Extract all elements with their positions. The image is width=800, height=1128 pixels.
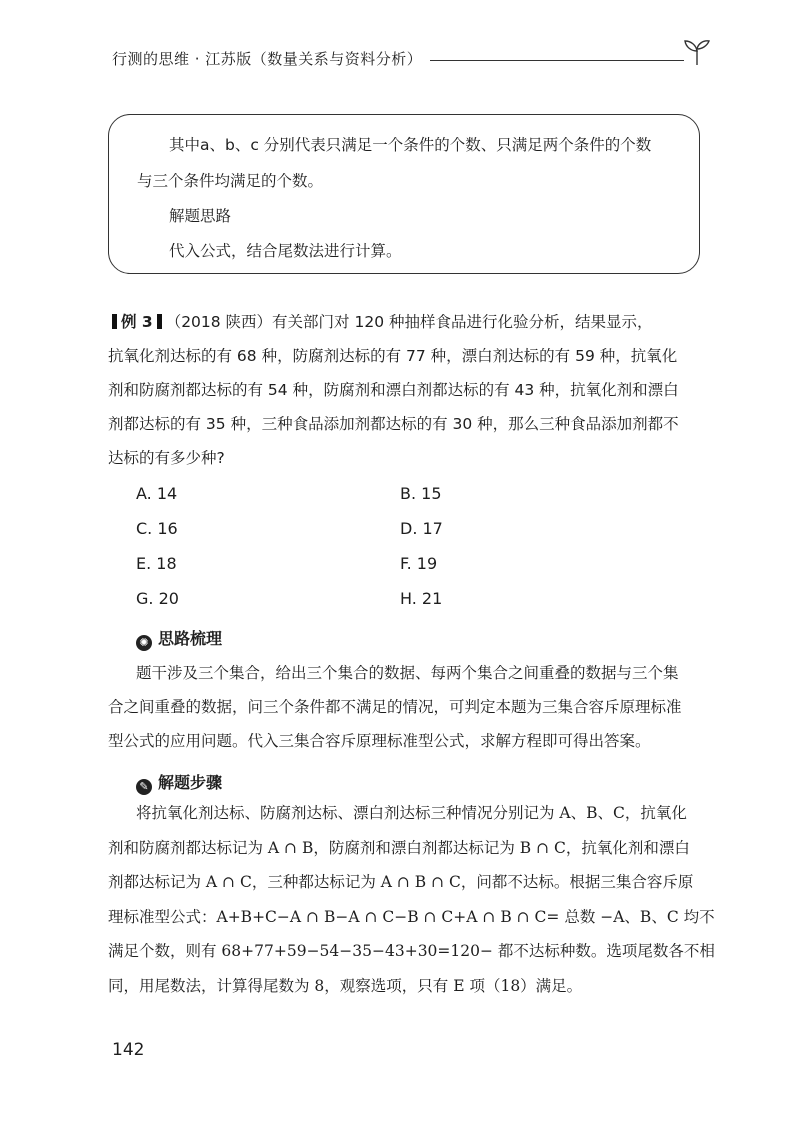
steps-heading — [136, 770, 222, 795]
steps-line-6: 同，用尾数法，计算得尾数为 8，观察选项，只有 E 项（18）满足。 — [108, 976, 583, 995]
question-line-5: 达标的有多少种? — [108, 449, 225, 467]
analysis-line-3: 型公式的应用问题。代入三集合容斥原理标准型公式，求解方程即可得出答案。 — [108, 732, 651, 750]
box-line-1: 其中a、b、c 分别代表只满足一个条件的个数、只满足两个条件的个数 — [169, 136, 652, 154]
option-f: F. 19 — [400, 554, 438, 573]
bar-right — [157, 314, 162, 329]
page-number: 142 — [112, 1040, 145, 1060]
analysis-line-1: 题干涉及三个集合，给出三个集合的数据、每两个集合之间重叠的数据与三个集 — [136, 664, 679, 682]
question-line-3: 剂和防腐剂都达标的有 54 种，防腐剂和漂白剂都达标的有 43 种，抗氧化剂和漂白 — [108, 381, 679, 399]
box-line-2: 与三个条件均满足的个数。 — [137, 172, 324, 190]
steps-paragraph — [108, 796, 715, 1003]
option-e: E. 18 — [136, 554, 177, 573]
steps-line-1: 将抗氧化剂达标、防腐剂达标、漂白剂达标三种情况分别记为 A、B、C，抗氧化 — [136, 804, 687, 822]
header-title: 行测的思维 · 江苏版（数量关系与资料分析） — [112, 50, 423, 68]
question-line-1: （2018 陕西）有关部门对 120 种抽样食品进行化验分析，结果显示， — [165, 313, 653, 331]
bar-left — [112, 314, 117, 329]
question-line-4: 剂都达标的有 35 种，三种食品添加剂都达标的有 30 种，那么三种食品添加剂都不 — [108, 415, 679, 433]
pen-icon: ✎ — [136, 779, 152, 795]
analysis-paragraph — [108, 656, 708, 758]
box-line-4: 代入公式，结合尾数法进行计算。 — [169, 242, 402, 260]
example-label: 例 3 — [121, 313, 153, 331]
option-a: A. 14 — [136, 484, 178, 503]
sprout-icon — [682, 38, 712, 66]
option-c: C. 16 — [136, 519, 178, 538]
gear-icon: ✺ — [136, 635, 152, 651]
question-line-2: 抗氧化剂达标的有 68 种，防腐剂达标的有 77 种，漂白剂达标的有 59 种，抗氧化 — [108, 347, 678, 365]
steps-line-5: 满足个数，则有 68+77+59−54−35−43+30=120− 都不达标种数。选项尾数各不相 — [108, 942, 715, 960]
analysis-heading — [136, 626, 222, 651]
header-rule — [430, 60, 684, 61]
box-subheading: 解题思路 — [169, 207, 232, 225]
steps-heading-text: 解题步骤 — [158, 773, 223, 792]
example-question — [108, 305, 708, 475]
method-box — [108, 114, 700, 274]
running-header — [112, 44, 712, 74]
analysis-heading-text: 思路梳理 — [158, 629, 223, 648]
steps-line-4: 理标准型公式：A+B+C−A ∩ B−A ∩ C−B ∩ C+A ∩ B ∩ C= 总数 −A、B、C 均不 — [108, 907, 715, 926]
option-g: G. 20 — [136, 589, 179, 608]
option-b: B. 15 — [400, 484, 442, 503]
steps-line-3: 剂都达标记为 A ∩ C，三种都达标记为 A ∩ B ∩ C，问都不达标。根据三集合容斥原 — [108, 873, 694, 891]
option-h: H. 21 — [400, 589, 443, 608]
steps-line-2: 剂和防腐剂都达标记为 A ∩ B，防腐剂和漂白剂都达标记为 B ∩ C，抗氧化剂和漂白 — [108, 838, 690, 857]
analysis-line-2: 合之间重叠的数据，问三个条件都不满足的情况，可判定本题为三集合容斥原理标准 — [108, 698, 682, 716]
option-d: D. 17 — [400, 519, 443, 538]
